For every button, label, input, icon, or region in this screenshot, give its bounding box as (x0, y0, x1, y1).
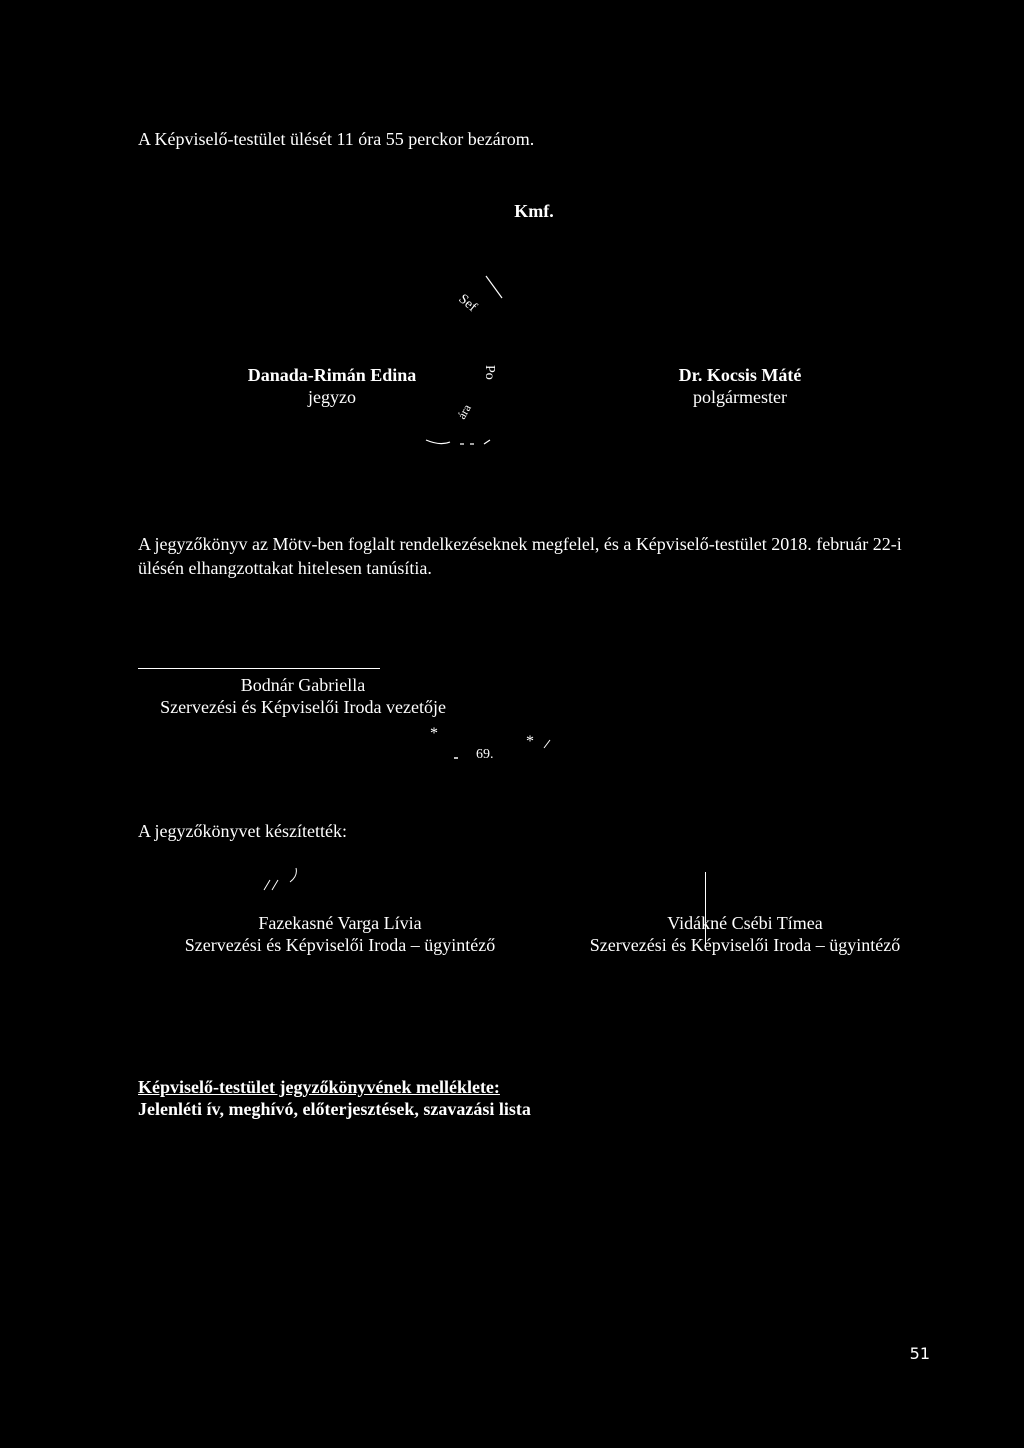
signature-block-mayor (640, 364, 840, 408)
signer-title: polgármester (693, 387, 787, 407)
stamp-number: 69. (476, 747, 494, 762)
signature-block-preparer-1 (160, 912, 520, 956)
page-number: 51 (909, 1344, 930, 1363)
prepared-by-label: A jegyzőkönyvet készítették: (138, 821, 347, 841)
signer-title: Szervezési és Képviselői Iroda vezetője (160, 697, 446, 717)
signature-line (138, 668, 380, 669)
annex-contents: Jelenléti ív, meghívó, előterjesztések, szavazási lista (138, 1099, 531, 1119)
signature-block-preparer-2 (560, 912, 930, 956)
stamp-star-glyph: * (526, 733, 534, 750)
signer-title: Szervezési és Képviselői Iroda – ügyintéző (589, 935, 901, 955)
signer-name: Fazekasné Varga Lívia (258, 913, 422, 933)
certification-paragraph: A jegyzőkönyv az Mötv-ben foglalt rendelkezéseknek megfelel, és a Képviselő-testület 2018. február 22-i ülésén elhangzottakat hitelesen tanúsítia. (138, 534, 902, 578)
signature-scribble (262, 864, 312, 894)
signature-block-certifier (138, 674, 468, 718)
stamp-mark-small (418, 724, 558, 760)
signer-name: Vidákné Csébi Tímea (667, 913, 823, 933)
closing-statement: A Képviselő-testület ülését 11 óra 55 perckor bezárom. (138, 129, 535, 149)
signature-block-notary (224, 364, 440, 408)
stamp-text-middle: Po (482, 365, 497, 380)
signer-title: Szervezési és Képviselői Iroda – ügyintéző (184, 935, 496, 955)
stamp-star-glyph: * (430, 725, 438, 742)
stamp-text-lower: ára (454, 401, 474, 422)
annex-title: Képviselő-testület jegyzőkönyvének melléklete: (138, 1077, 500, 1097)
signer-name: Bodnár Gabriella (240, 675, 366, 695)
stamp-text-top: Sef (455, 291, 480, 316)
signer-name: Danada-Rimán Edina (247, 365, 417, 385)
kmf-label: Kmf. (514, 201, 554, 221)
signer-title: jegyzo (308, 387, 356, 407)
signer-name: Dr. Kocsis Máté (678, 365, 802, 385)
stamp-seal-mark (440, 270, 550, 460)
annex-section (138, 1076, 531, 1120)
